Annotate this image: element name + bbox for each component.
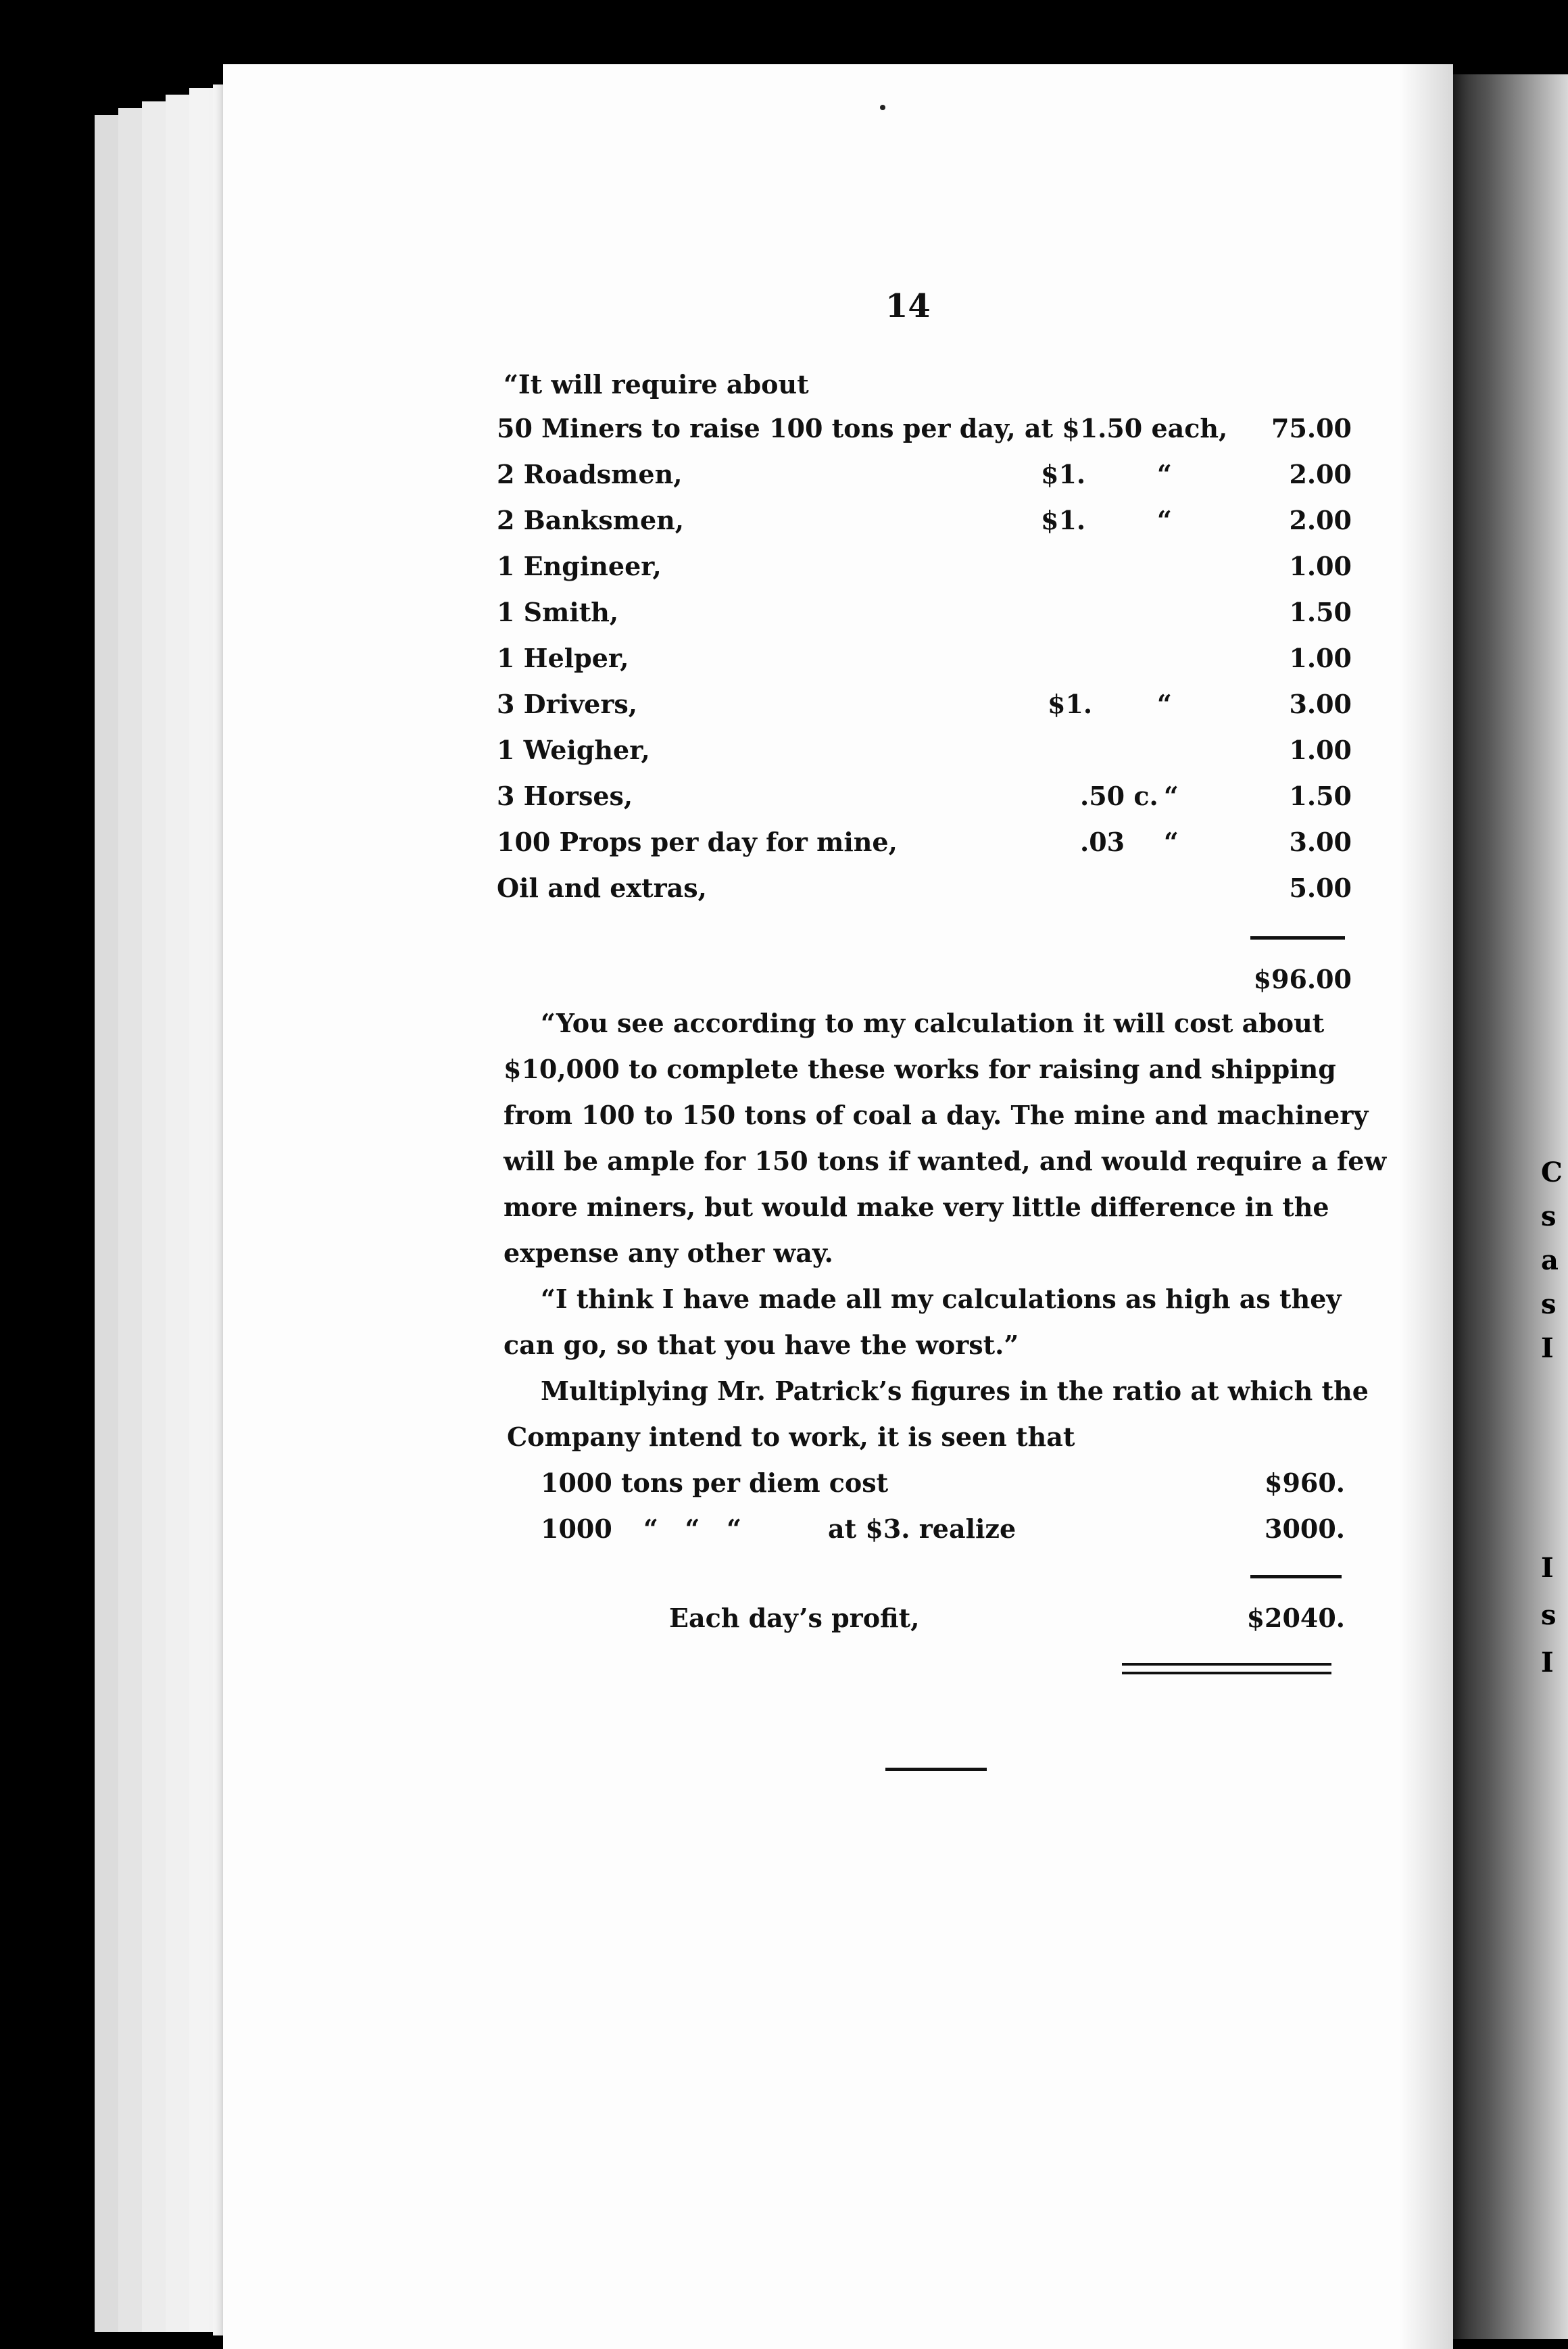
cost-rate: $1. [1041,505,1086,535]
page-number: 14 [885,287,931,325]
body-text-line: expense any other way. [504,1238,833,1268]
summary-realize-qty: 1000 [541,1513,612,1544]
cost-amount: 1.00 [1289,735,1352,765]
cost-item: 1 Weigher, [497,735,650,765]
body-text-line: will be ample for 150 tons if wanted, and would require a few [504,1146,1387,1176]
facing-page-letter: I [1541,1647,1554,1678]
body-text-line: from 100 to 150 tons of coal a day. The mine and machinery [504,1100,1369,1130]
body-text-line: more miners, but would make very little difference in the [504,1192,1329,1222]
ditto-mark: “ “ “ [643,1513,741,1544]
ditto-mark: “ [1157,505,1172,535]
summary-cost-label: 1000 tons per diem cost [541,1468,889,1498]
ditto-mark: “ [1157,689,1172,719]
cost-item: 1 Smith, [497,597,619,627]
cost-amount: 2.00 [1289,505,1352,535]
facing-page-letter: a [1541,1244,1559,1276]
cost-rate: .50 c. [1080,781,1158,811]
cost-rate: $1. [1041,459,1086,489]
summary-cost-value: $960. [1265,1468,1345,1498]
end-rule [885,1768,987,1771]
print-speck [880,105,885,110]
intro-line: “It will require about [504,369,809,399]
cost-amount: 1.50 [1289,597,1352,627]
cost-item: 50 Miners to raise 100 tons per day, at $1.50 each, [497,413,1228,443]
facing-page-letter: I [1541,1332,1554,1364]
body-text-line: $10,000 to complete these works for raising and shipping [504,1054,1336,1084]
cost-item: 100 Props per day for mine, [497,827,898,857]
cost-amount: 1.50 [1289,781,1352,811]
body-text-line: Multiplying Mr. Patrick’s figures in the ratio at which the [541,1376,1369,1406]
book-page [223,64,1453,2349]
double-rule [1122,1663,1331,1666]
cost-amount: 5.00 [1289,873,1352,903]
ditto-mark: “ [1164,827,1179,857]
facing-page-letter: I [1541,1552,1554,1584]
cost-amount: 1.00 [1289,643,1352,673]
summary-realize-value: 3000. [1265,1513,1345,1544]
cost-item: 2 Roadsmen, [497,459,683,489]
gutter-shadow [1399,64,1453,2349]
summary-profit-value: $2040. [1246,1603,1345,1633]
cost-rate: .03 [1080,827,1125,857]
cost-amount: 3.00 [1289,827,1352,857]
cost-amount: 75.00 [1271,413,1352,443]
sum-rule [1250,936,1345,940]
cost-item: Oil and extras, [497,873,707,903]
cost-item: 1 Helper, [497,643,629,673]
summary-profit-label: Each day’s profit, [669,1603,920,1633]
facing-page-letter: C [1541,1157,1563,1188]
ditto-mark: “ [1164,781,1179,811]
cost-amount: 3.00 [1289,689,1352,719]
body-text-line: Company intend to work, it is seen that [507,1422,1075,1452]
cost-amount: 2.00 [1289,459,1352,489]
double-rule [1122,1672,1331,1674]
cost-amount: 1.00 [1289,551,1352,581]
ditto-mark: “ [1157,459,1172,489]
cost-item: 3 Horses, [497,781,633,811]
sum-rule [1250,1575,1342,1578]
cost-item: 1 Engineer, [497,551,662,581]
body-text-line: “You see according to my calculation it will cost about [541,1008,1325,1038]
cost-total: $96.00 [1253,964,1352,994]
body-text-line: “I think I have made all my calculations as high as they [541,1284,1342,1314]
facing-page-letter: s [1541,1288,1557,1320]
cost-item: 2 Banksmen, [497,505,685,535]
facing-page-letter: s [1541,1599,1557,1631]
cost-rate: $1. [1048,689,1093,719]
facing-page-letter: s [1541,1201,1557,1232]
cost-item: 3 Drivers, [497,689,637,719]
body-text-line: can go, so that you have the worst.” [504,1330,1019,1360]
summary-realize-label: at $3. realize [828,1513,1016,1544]
